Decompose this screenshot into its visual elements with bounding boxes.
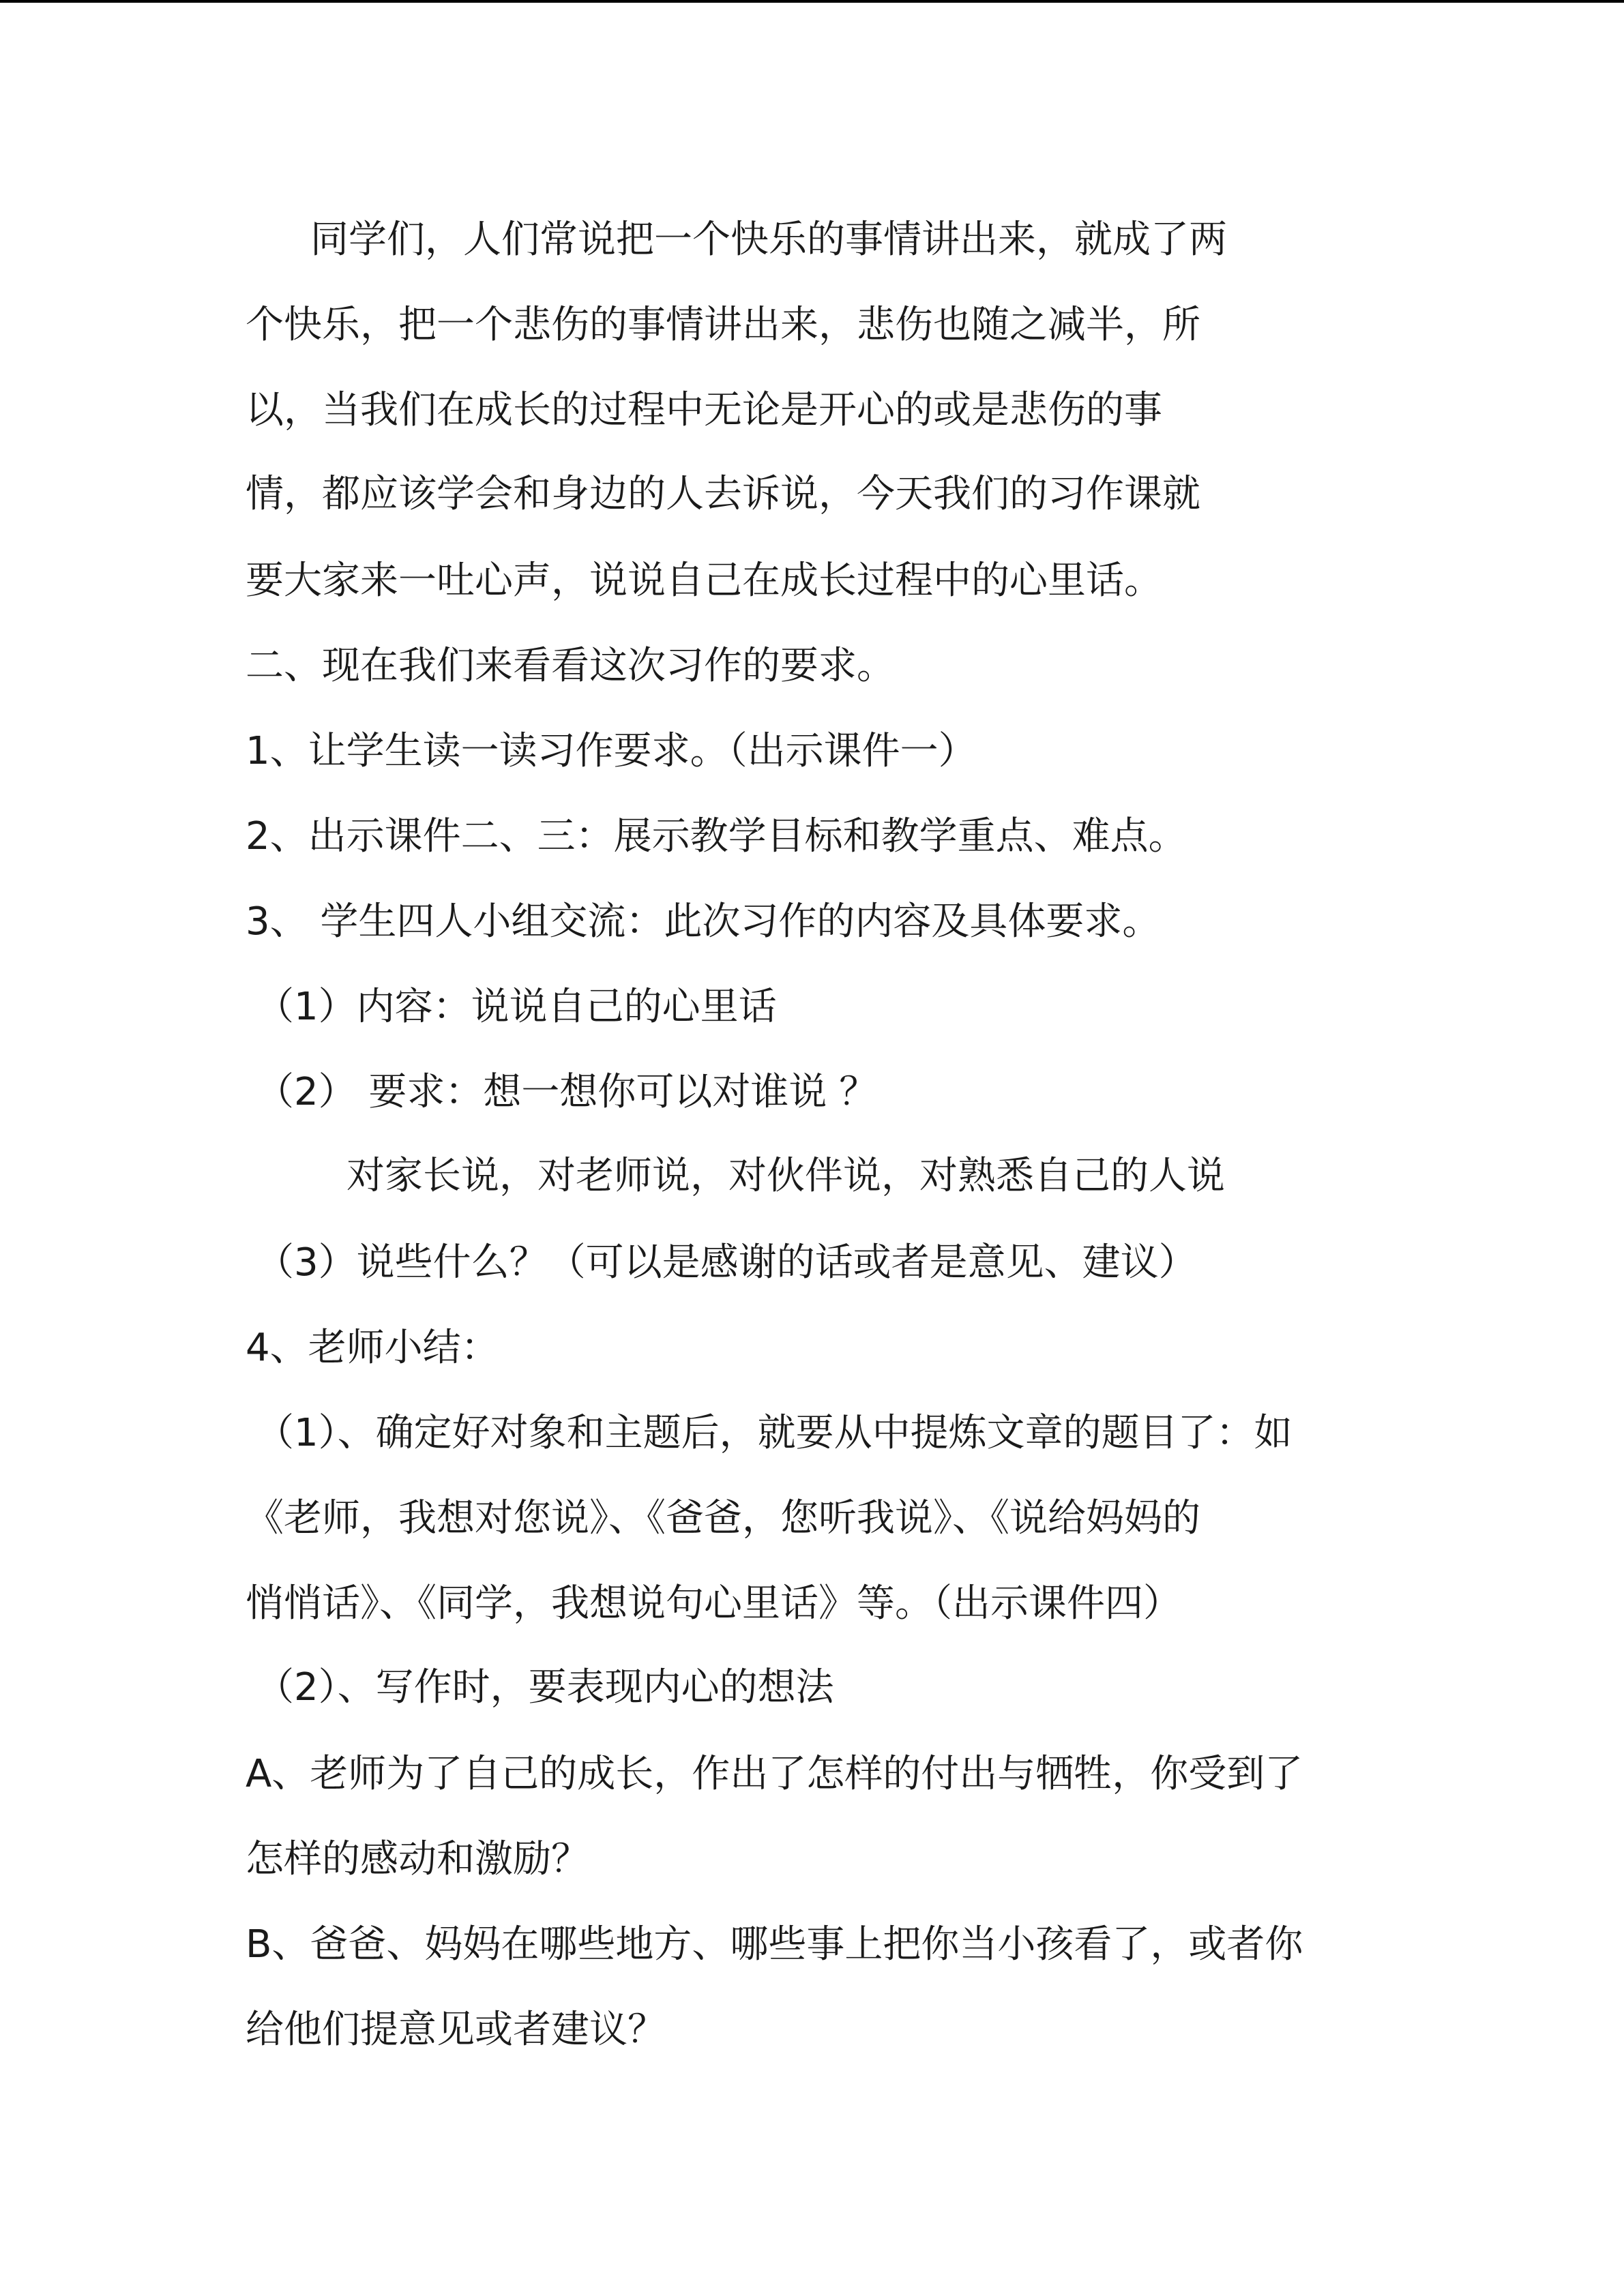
item-b-cont: 给他们提意见或者建议？ (246, 2008, 666, 2052)
sub-item-what-to-say: （3）说些什么？（可以是感谢的话或者是意见、建议） (256, 1240, 1197, 1285)
list-item-3: 3、 学生四人小组交流：此次习作的内容及具体要求。 (246, 899, 1161, 944)
item-a: A、老师为了自己的成长，作出了怎样的付出与牺牲，你受到了 (246, 1752, 1303, 1796)
list-item-2: 2、出示课件二、三：展示教学目标和教学重点、难点。 (246, 814, 1187, 859)
paragraph-line-5: 要大家来一吐心声，说说自己在成长过程中的心里话。 (246, 558, 1162, 603)
summary-point-1-cont-1: 《老师，我想对您说》、《爸爸，您听我说》、《说给妈妈的 (246, 1496, 1200, 1540)
sub-item-content: （1）内容：说说自己的心里话 (256, 985, 777, 1029)
paragraph-line-2: 个快乐，把一个悲伤的事情讲出来，悲伤也随之减半，所 (246, 303, 1200, 347)
sub-item-requirement-detail: 对家长说，对老师说，对伙伴说，对熟悉自己的人说 (346, 1154, 1225, 1198)
list-item-4: 4、老师小结： (246, 1326, 499, 1370)
section-heading-2: 二、现在我们来看看这次习作的要求。 (246, 644, 895, 688)
paragraph-line-1: 同学们，人们常说把一个快乐的事情讲出来，就成了两 (310, 218, 1227, 262)
item-b: B、爸爸、妈妈在哪些地方、哪些事上把你当小孩看了，或者你 (246, 1922, 1303, 1967)
item-a-cont: 怎样的感动和激励？ (246, 1837, 589, 1881)
summary-point-2: （2）、写作时，要表现内心的想法 (256, 1665, 834, 1710)
paragraph-line-3: 以，当我们在成长的过程中无论是开心的或是悲伤的事 (246, 388, 1162, 432)
summary-point-1-cont-2: 悄悄话》、《同学，我想说句心里话》等。（出示课件四） (246, 1581, 1181, 1626)
summary-point-1: （1）、确定好对象和主题后，就要从中提炼文章的题目了：如 (256, 1411, 1293, 1455)
sub-item-requirement: （2） 要求：想一想你可以对谁说 ？ (256, 1070, 878, 1114)
list-item-1: 1、让学生读一读习作要求。（出示课件一） (246, 729, 977, 773)
paragraph-line-4: 情，都应该学会和身边的人去诉说，今天我们的习作课就 (246, 472, 1200, 516)
